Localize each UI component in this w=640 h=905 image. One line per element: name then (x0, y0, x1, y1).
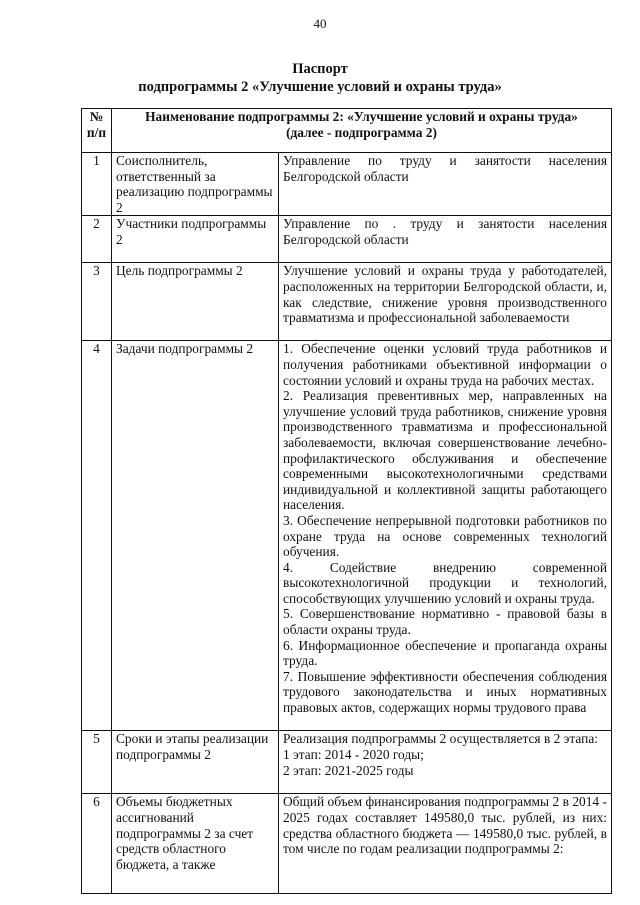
row-name: Сроки и этапы реализации подпрограммы 2 (112, 731, 279, 794)
header-name-line-1: Наименование подпрограммы 2: «Улучшение условий и охраны труда» (145, 109, 578, 124)
row-value (279, 794, 612, 894)
row-value-line: Управление по . труду и занятости населения Белгородской области (283, 216, 607, 247)
title-line-2: подпрограммы 2 «Улучшение условий и охраны труда» (138, 79, 502, 95)
task-item-6: 6. Информационное обеспечение и пропаганда охраны труда. (283, 637, 607, 669)
header-name-cell (112, 109, 612, 153)
table-row (82, 216, 612, 263)
row-number: 3 (82, 263, 112, 341)
document-title (0, 60, 640, 96)
task-item-1: 1. Обеспечение оценки условий труда работников и получения работниками объективной информации о состоянии условий и охраны труда на рабочих местах. (283, 341, 607, 388)
table-row (82, 731, 612, 794)
row-value (279, 216, 612, 263)
row-number: 4 (82, 341, 112, 731)
row-number: 2 (82, 216, 112, 263)
row-name: Соисполнитель, ответственный за реализацию подпрограммы 2 (112, 153, 279, 216)
row-value (279, 341, 612, 731)
table-header-row (82, 109, 612, 153)
row-number: 5 (82, 731, 112, 794)
task-item-4: 4. Содействие внедрению современной высокотехнологичной продукции и технологий, способствующих улучшению условий и охраны труда. (283, 559, 607, 606)
header-number-line-2: п/п (86, 124, 107, 140)
row-number: 1 (82, 153, 112, 216)
row-name: Объемы бюджетных ассигнований подпрограммы 2 за счет средств областного бюджета, а также (112, 794, 279, 894)
title-line-1: Паспорт (292, 61, 348, 77)
row-value-line: Управление по труду и занятости населения Белгородской области (283, 153, 607, 184)
row-value-line: Улучшение условий и охраны труда у работодателей, расположенных на территории Белгородской области, и, как следствие, снижение уровня производственного травматизма и профессиональной заболеваемости (283, 263, 607, 326)
task-item-7: 7. Повышение эффективности обеспечения соблюдения трудового законодательства и иных нормативных правовых актов, содержащих нормы трудового права (283, 668, 607, 716)
row-value (279, 263, 612, 341)
task-item-5: 5. Совершенствование нормативно - правовой базы в области охраны труда. (283, 606, 607, 638)
row-name: Цель подпрограммы 2 (112, 263, 279, 341)
row-value-line: 2 этап: 2021-2025 годы (283, 762, 414, 778)
table-row (82, 263, 612, 341)
table-row (82, 153, 612, 216)
row-value (279, 731, 612, 794)
row-value-line: Общий объем финансирования подпрограммы 2 в 2014 - 2025 годах составляет 149580,0 тыс. рублей, из них: средства областного бюджета — 149580,0 тыс. рублей, в том числе по годам реализации подпрограммы 2: (283, 794, 607, 857)
row-value-line: 1 этап: 2014 - 2020 годы; (283, 746, 424, 762)
page-number: 40 (313, 16, 327, 31)
row-value (279, 153, 612, 216)
row-name: Участники подпрограммы 2 (112, 216, 279, 263)
task-item-3: 3. Обеспечение непрерывной подготовки работников по охране труда на основе современных технологий обучения. (283, 512, 607, 560)
table-row (82, 794, 612, 894)
header-number-line-1: № (89, 109, 104, 124)
row-name: Задачи подпрограммы 2 (112, 341, 279, 731)
row-value-line: Реализация подпрограммы 2 осуществляется в 2 этапа: (283, 731, 599, 747)
header-number-cell (82, 109, 112, 153)
header-name-line-2: (далее - подпрограмма 2) (286, 124, 437, 140)
task-item-2: 2. Реализация превентивных мер, направленных на улучшение условий труда работников, снижение уровня производственного травматизма и профессиональной заболеваемости, включая совершенствование лечебно-профилактического обслуживания и обеспечение современными высокотехнологичными средствами индивидуальной и коллективной защиты работающего населения. (283, 388, 607, 513)
row-number: 6 (82, 794, 112, 894)
passport-table (81, 108, 612, 894)
table-row (82, 341, 612, 731)
